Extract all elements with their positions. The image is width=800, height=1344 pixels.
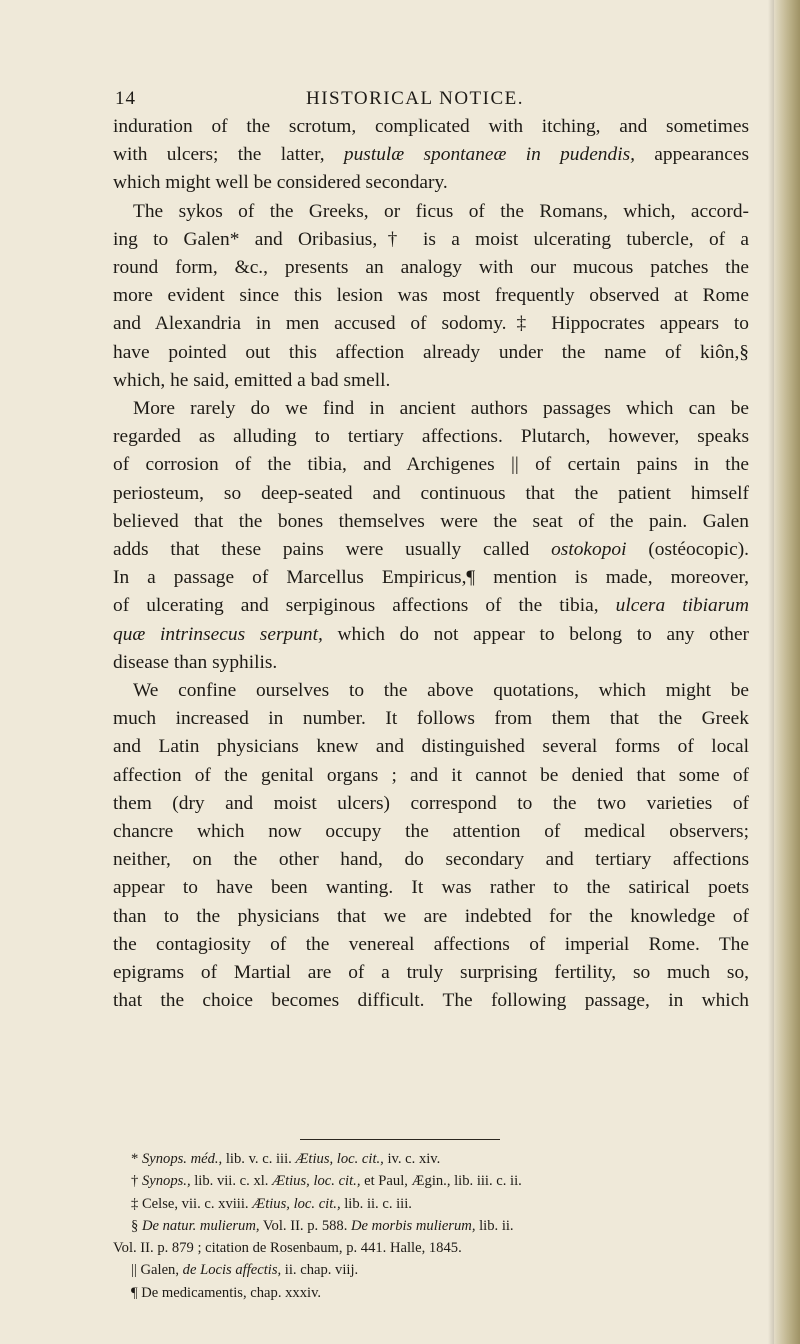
footnote-divider: [300, 1139, 500, 1140]
page-edge: [774, 0, 800, 1344]
text-line: and Alexandria in men accused of sodomy.‡ Hippocrates appears to: [113, 313, 749, 335]
running-head: HISTORICAL NOTICE.: [305, 88, 525, 109]
page-header: [0, 88, 800, 116]
footnote: || Galen, de Locis affectis, ii. chap. viij.: [131, 1262, 359, 1279]
text-line: round form, &c., presents an analogy with our mucous patches the: [113, 257, 749, 279]
text-line: of corrosion of the tibia, and Archigenes || of certain pains in the: [113, 454, 749, 476]
text-line: chancre which now occupy the attention of medical observers;: [113, 821, 749, 843]
text-line: neither, on the other hand, do secondary and tertiary affections: [113, 849, 749, 871]
text-line: which might well be considered secondary.: [113, 172, 448, 194]
text-line: with ulcers; the latter, pustulæ spontaneæ in pudendis, appearances: [113, 144, 749, 166]
text-line: induration of the scrotum, complicated with itching, and sometimes: [113, 116, 749, 137]
footnote: † Synops., lib. vii. c. xl. Ætius, loc. cit., et Paul, Ægin., lib. iii. c. ii.: [131, 1173, 522, 1190]
text-line: have pointed out this affection already under the name of kiôn,§: [113, 341, 749, 363]
text-line: appear to have been wanting. It was rather to the satirical poets: [113, 877, 749, 899]
text-line: believed that the bones themselves were the seat of the pain. Galen: [113, 510, 749, 532]
body-text: [113, 113, 749, 1016]
footnote: ‡ Celse, vii. c. xviii. Ætius, loc. cit., lib. ii. c. iii.: [131, 1195, 412, 1212]
text-line: and Latin physicians knew and distinguished several forms of local: [113, 736, 749, 758]
text-line: ing to Galen* and Oribasius,† is a moist ulcerating tubercle, of a: [113, 228, 749, 250]
text-line: We confine ourselves to the above quotations, which might be: [133, 680, 749, 702]
footnote: * Synops. méd., lib. v. c. iii. Ætius, loc. cit., iv. c. xiv.: [131, 1151, 441, 1167]
footnotes: [113, 1148, 749, 1304]
text-line: disease than syphilis.: [113, 651, 278, 673]
page-number: 14: [115, 88, 136, 109]
text-line: regarded as alluding to tertiary affections. Plutarch, however, speaks: [113, 426, 749, 448]
footnote: ¶ De medicamentis, chap. xxxiv.: [131, 1284, 322, 1301]
text-line: than to the physicians that we are indebted for the knowledge of: [113, 905, 749, 927]
text-line: The sykos of the Greeks, or ficus of the Romans, which, accord-: [133, 200, 749, 222]
text-line: the contagiosity of the venereal affections of imperial Rome. The: [113, 933, 749, 955]
footnote: § De natur. mulierum, Vol. II. p. 588. De morbis mulierum, lib. ii.: [131, 1217, 514, 1234]
text-line: that the choice becomes difficult. The following passage, in which: [113, 990, 749, 1012]
footnote-continuation: Vol. II. p. 879 ; citation de Rosenbaum, p. 441. Halle, 1845.: [113, 1240, 462, 1257]
text-line: In a passage of Marcellus Empiricus,¶ mention is made, moreover,: [113, 567, 749, 589]
text-line: quæ intrinsecus serpunt, which do not appear to belong to any other: [113, 623, 750, 645]
text-line: more evident since this lesion was most frequently observed at Rome: [113, 285, 749, 307]
text-line: of ulcerating and serpiginous affections of the tibia, ulcera tibiarum: [113, 595, 749, 617]
text-line: affection of the genital organs ; and it cannot be denied that some of: [113, 764, 749, 786]
text-line: adds that these pains were usually called ostokopoi (ostéocopic).: [113, 539, 749, 561]
text-line: periosteum, so deep-seated and continuous that the patient himself: [113, 482, 749, 504]
text-line: much increased in number. It follows from them that the Greek: [113, 708, 749, 730]
text-line: which, he said, emitted a bad smell.: [113, 369, 391, 391]
text-line: epigrams of Martial are of a truly surprising fertility, so much so,: [113, 962, 749, 984]
text-line: them (dry and moist ulcers) correspond to the two varieties of: [113, 792, 749, 814]
text-line: More rarely do we find in ancient authors passages which can be: [133, 398, 749, 420]
